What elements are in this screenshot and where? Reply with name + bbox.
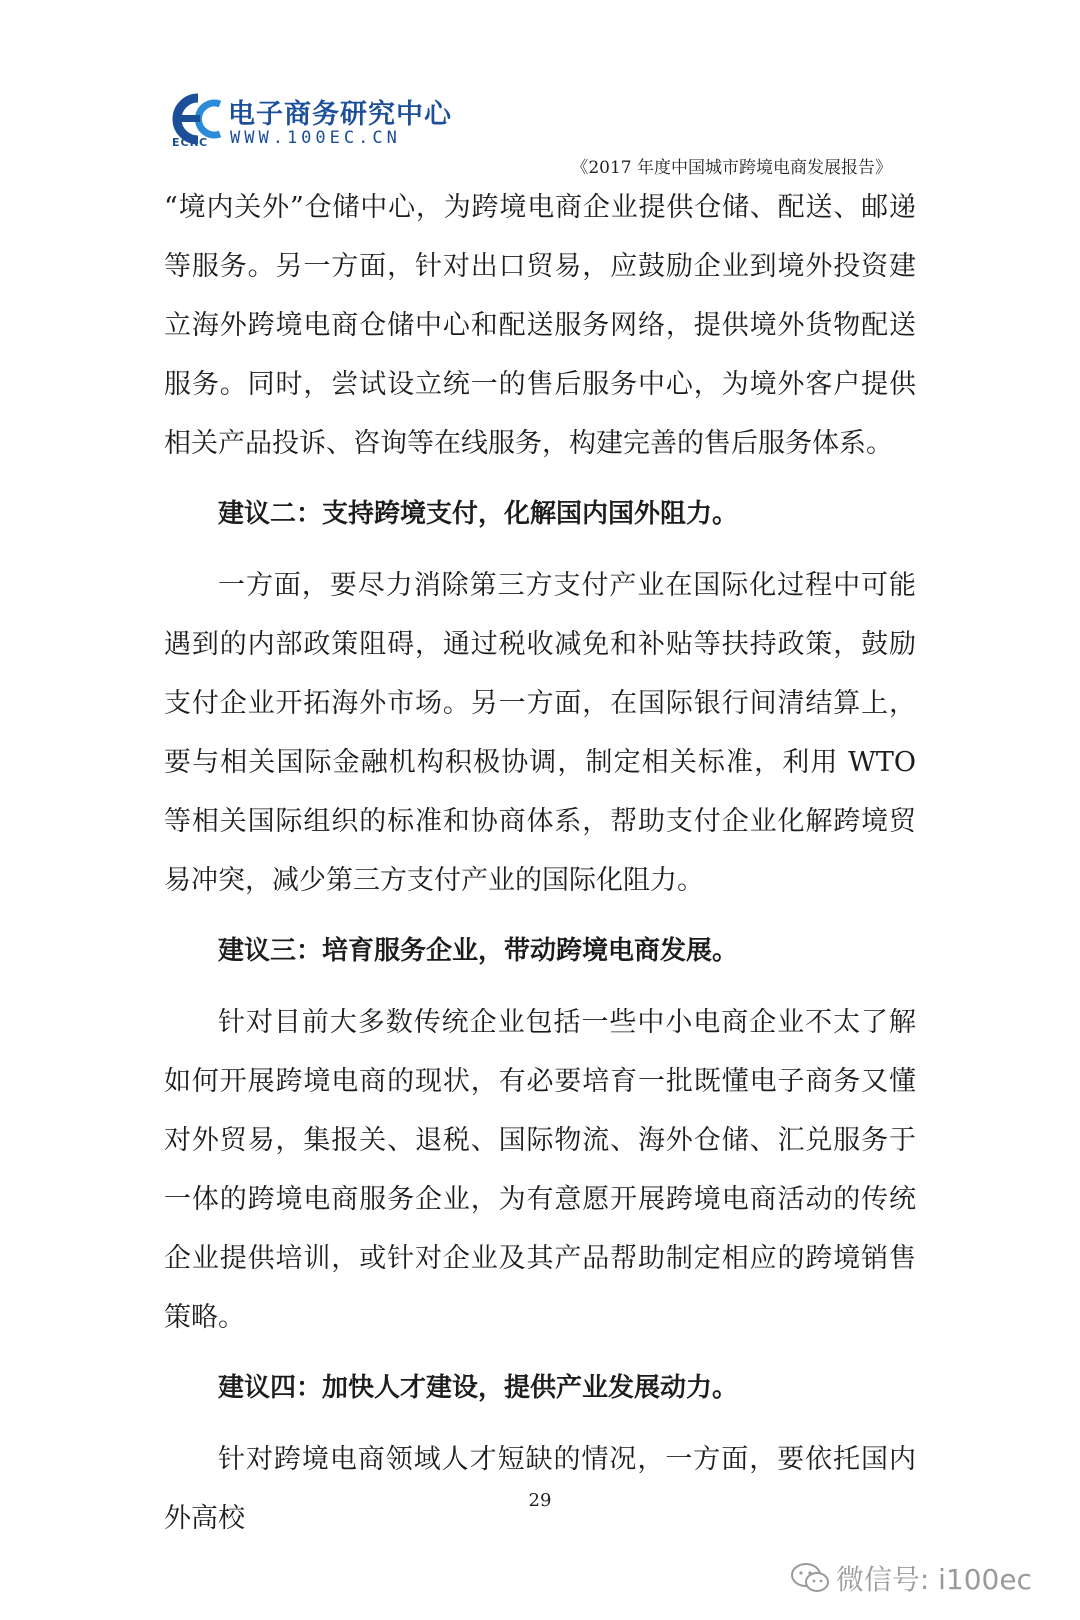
logo-chinese-name: 电子商务研究中心	[228, 99, 452, 130]
paragraph-4: 针对跨境电商领域人才短缺的情况，一方面，要依托国内外高校	[164, 1444, 916, 1534]
page-number: 29	[528, 1490, 552, 1511]
paragraph-3: 针对目前大多数传统企业包括一些中小电商企业不太了解如何开展跨境电商的现状，有必要培育一批既懂电子商务又懂对外贸易，集报关、退税、国际物流、海外仓储、汇兑服务于一体的跨境电商服务企业，为有意愿开展跨境电商活动的传统企业提供培训，或针对企业及其产品帮助制定相应的跨境销售策略。	[164, 1007, 916, 1333]
paragraph-2: 一方面，要尽力消除第三方支付产业在国际化过程中可能遇到的内部政策阻碍，通过税收减免和补贴等扶持政策，鼓励支付企业开拓海外市场。另一方面，在国际银行间清结算上，要与相关国际金融机构积极协调，制定相关标准，利用 WTO 等相关国际组织的标准和协商体系，帮助支付企业化解跨境贸易冲突，减少第三方支付产业的国际化阻力。	[164, 570, 916, 896]
logo-url: WWW.100EC.CN	[230, 128, 401, 148]
report-title: 《2017 年度中国城市跨境电商发展报告》	[571, 158, 892, 178]
heading-suggestion-3: 建议三：培育服务企业，带动跨境电商发展。	[218, 936, 739, 966]
heading-suggestion-2: 建议二：支持跨境支付，化解国内国外阻力。	[218, 499, 739, 529]
logo-abbreviation: ECRC	[172, 136, 209, 149]
wechat-icon	[790, 1561, 830, 1595]
watermark-text: 微信号: i100ec	[835, 1563, 1032, 1596]
logo	[168, 90, 452, 152]
wechat-watermark	[790, 1558, 1032, 1598]
paragraph-1: “境内关外”仓储中心，为跨境电商企业提供仓储、配送、邮递等服务。另一方面，针对出口贸易，应鼓励企业到境外投资建立海外跨境电商仓储中心和配送服务网络，提供境外货物配送服务。同时，尝试设立统一的售后服务中心，为境外客户提供相关产品投诉、咨询等在线服务，构建完善的售后服务体系。	[164, 192, 916, 459]
document-body	[164, 178, 916, 1548]
heading-suggestion-4: 建议四：加快人才建设，提供产业发展动力。	[218, 1373, 739, 1403]
